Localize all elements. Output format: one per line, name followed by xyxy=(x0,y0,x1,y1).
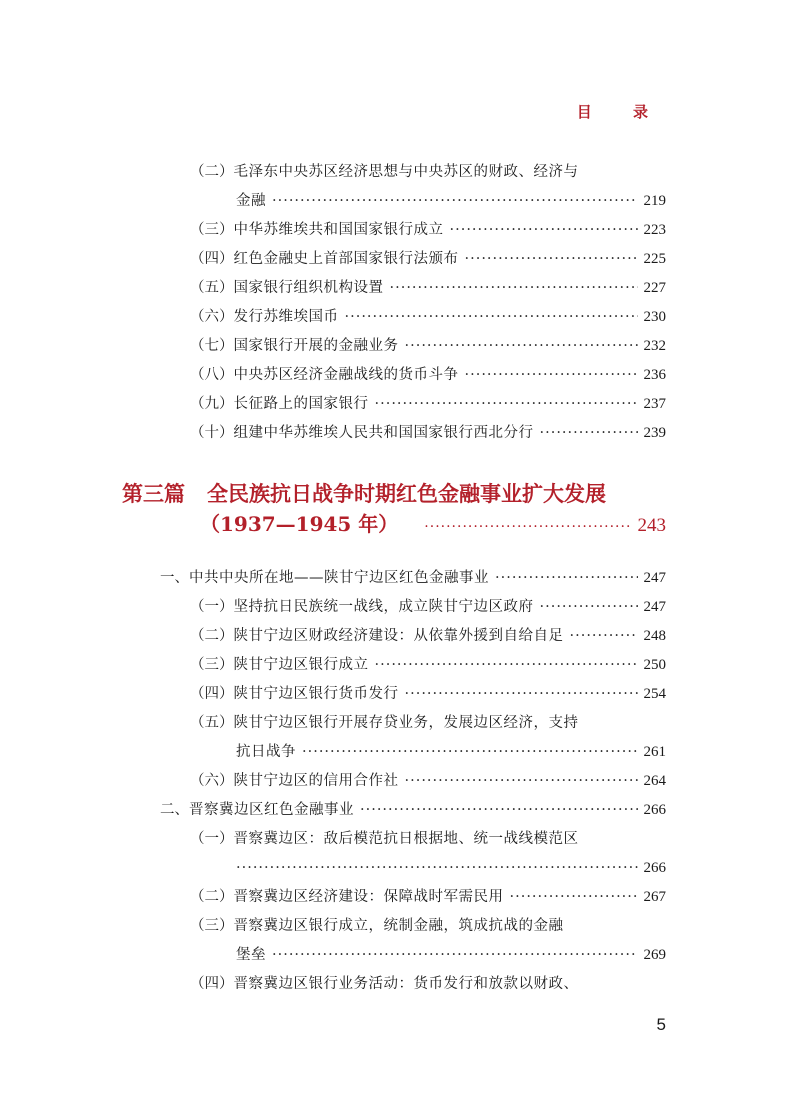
toc-page-number: 225 xyxy=(643,251,666,267)
toc-entry[interactable] xyxy=(190,422,666,444)
toc-page-number: 230 xyxy=(643,309,666,325)
toc-page-number: 248 xyxy=(643,628,666,644)
dot-leader xyxy=(236,857,638,879)
folio-page-number: 5 xyxy=(656,1015,666,1034)
dot-leader xyxy=(405,770,638,792)
dot-leader xyxy=(510,886,638,908)
toc-entry[interactable] xyxy=(190,886,666,908)
toc-entry-title: 晋察冀边区红色金融事业 xyxy=(189,802,354,818)
toc-entry-title: 中共中央所在地——陕甘宁边区红色金融事业 xyxy=(189,570,489,586)
toc-page-number: 250 xyxy=(643,657,666,673)
toc-entry-title: 金融 xyxy=(236,193,266,209)
toc-entry-title: 国家银行开展的金融业务 xyxy=(233,338,399,354)
toc-entry[interactable] xyxy=(190,683,666,705)
toc-entry-title: 晋察冀边区经济建设：保障战时军需民用 xyxy=(233,889,504,905)
toc-entry-title: 晋察冀边区银行成立，统制金融，筑成抗战的金融 xyxy=(233,918,564,934)
toc-entry[interactable] xyxy=(190,625,666,647)
toc-entry[interactable] xyxy=(190,248,666,270)
toc-entry-title: 发行苏维埃国币 xyxy=(233,309,339,325)
part-subheading[interactable] xyxy=(200,508,666,536)
toc-entry-number: （二） xyxy=(190,628,234,644)
toc-entry-number: （五） xyxy=(190,715,234,731)
toc-entry-title: 晋察冀边区银行业务活动：货币发行和放款以财政、 xyxy=(233,976,579,992)
toc-entry[interactable] xyxy=(190,364,666,386)
toc-entry-title: 国家银行组织机构设置 xyxy=(233,280,384,296)
toc-entry-number: （四） xyxy=(190,251,234,267)
part-heading[interactable] xyxy=(122,478,606,508)
toc-entry[interactable] xyxy=(190,393,666,415)
toc-page-number: 237 xyxy=(643,396,666,412)
toc-page-number: 219 xyxy=(643,193,666,209)
toc-entry-number: （三） xyxy=(190,222,234,238)
toc-entry-title: 坚持抗日民族统一战线，成立陕甘宁边区政府 xyxy=(233,599,534,615)
toc-entry-title: 陕甘宁边区银行货币发行 xyxy=(233,686,399,702)
toc-entry-title: 中华苏维埃共和国国家银行成立 xyxy=(233,222,444,238)
toc-page-number: 247 xyxy=(643,599,666,615)
toc-page-number: 266 xyxy=(643,860,666,876)
toc-entry[interactable] xyxy=(190,219,666,241)
toc-page-number: 264 xyxy=(643,773,666,789)
dot-leader xyxy=(345,306,638,328)
dot-leader xyxy=(272,190,638,212)
toc-entry-title: 红色金融史上首部国家银行法颁布 xyxy=(233,251,459,267)
toc-entry[interactable] xyxy=(190,973,666,995)
dot-leader xyxy=(424,519,631,535)
toc-entry-number: （四） xyxy=(190,976,234,992)
toc-page-number: 269 xyxy=(643,947,666,963)
toc-page-number: 266 xyxy=(643,802,666,818)
dot-leader xyxy=(390,277,638,299)
dot-leader xyxy=(465,248,638,270)
toc-entry-title: 长征路上的国家银行 xyxy=(233,396,369,412)
toc-entry[interactable] xyxy=(190,335,666,357)
dot-leader xyxy=(405,335,638,357)
toc-entry[interactable] xyxy=(236,857,666,879)
dot-leader xyxy=(495,567,638,589)
toc-entry-title: 陕甘宁边区银行成立 xyxy=(233,657,369,673)
toc-entry-title: 组建中华苏维埃人民共和国国家银行西北分行 xyxy=(233,425,534,441)
toc-entry[interactable] xyxy=(236,944,666,966)
toc-entry-number: （一） xyxy=(190,831,234,847)
dot-leader xyxy=(570,625,638,647)
dot-leader xyxy=(302,741,638,763)
toc-entry-number: （五） xyxy=(190,280,234,296)
dot-leader xyxy=(405,683,638,705)
toc-entry[interactable] xyxy=(190,712,666,734)
toc-entry-number: （二） xyxy=(190,889,234,905)
toc-entry[interactable] xyxy=(236,741,666,763)
toc-entry-title: 晋察冀边区：敌后模范抗日根据地、统一战线模范区 xyxy=(233,831,579,847)
toc-section[interactable] xyxy=(160,799,666,821)
toc-page-number: 254 xyxy=(643,686,666,702)
toc-entry[interactable] xyxy=(190,596,666,618)
toc-entry-number: （七） xyxy=(190,338,234,354)
toc-entry-title: 堡垒 xyxy=(236,947,266,963)
dot-leader xyxy=(360,799,638,821)
toc-page-number: 261 xyxy=(643,744,666,760)
dot-leader xyxy=(375,393,638,415)
toc-entry[interactable] xyxy=(190,306,666,328)
dot-leader xyxy=(375,654,638,676)
toc-entry-title: 陕甘宁边区银行开展存贷业务，发展边区经济，支持 xyxy=(233,715,579,731)
toc-page-number: 227 xyxy=(643,280,666,296)
toc-entry-title: 陕甘宁边区财政经济建设：从依靠外援到自给自足 xyxy=(233,628,564,644)
toc-entry-number: （四） xyxy=(190,686,234,702)
toc-entry-number: 二、 xyxy=(160,802,189,818)
toc-entry-number: （二） xyxy=(190,164,234,180)
part-years: （1937—1945 年） xyxy=(200,512,399,536)
toc-entry-number: （十） xyxy=(190,425,234,441)
part-title: 全民族抗日战争时期红色金融事业扩大发展 xyxy=(207,481,606,506)
toc-entry-number: （三） xyxy=(190,657,234,673)
toc-page-number: 247 xyxy=(643,570,666,586)
toc-entry-number: （六） xyxy=(190,309,234,325)
dot-leader xyxy=(540,596,638,618)
dot-leader xyxy=(450,219,638,241)
dot-leader xyxy=(465,364,638,386)
part-page-number: 243 xyxy=(637,515,666,536)
toc-entry-title: 中央苏区经济金融战线的货币斗争 xyxy=(233,367,459,383)
toc-page-number: 223 xyxy=(643,222,666,238)
toc-page-number: 267 xyxy=(643,889,666,905)
toc-entry[interactable] xyxy=(190,161,666,183)
toc-entry[interactable] xyxy=(190,654,666,676)
toc-entry-number: （三） xyxy=(190,918,234,934)
toc-entry-title: 抗日战争 xyxy=(236,744,296,760)
toc-entry-number: 一、 xyxy=(160,570,189,586)
toc-section[interactable] xyxy=(160,567,666,589)
toc-entry-title: 陕甘宁边区的信用合作社 xyxy=(233,773,399,789)
dot-leader xyxy=(272,944,638,966)
toc-entry[interactable] xyxy=(236,190,666,212)
toc-entry-number: （九） xyxy=(190,396,234,412)
toc-entry-number: （一） xyxy=(190,599,234,615)
running-header: 目 录 xyxy=(576,103,666,121)
toc-entry[interactable] xyxy=(190,915,666,937)
toc-entry-title: 毛泽东中央苏区经济思想与中央苏区的财政、经济与 xyxy=(233,164,579,180)
toc-entry[interactable] xyxy=(190,770,666,792)
toc-page-number: 236 xyxy=(643,367,666,383)
dot-leader xyxy=(540,422,638,444)
toc-entry-number: （八） xyxy=(190,367,234,383)
toc-entry-number: （六） xyxy=(190,773,234,789)
toc-entry[interactable] xyxy=(190,828,666,850)
part-label: 第三篇 xyxy=(122,481,185,506)
toc-page-number: 232 xyxy=(643,338,666,354)
toc-entry[interactable] xyxy=(190,277,666,299)
toc-page-number: 239 xyxy=(643,425,666,441)
